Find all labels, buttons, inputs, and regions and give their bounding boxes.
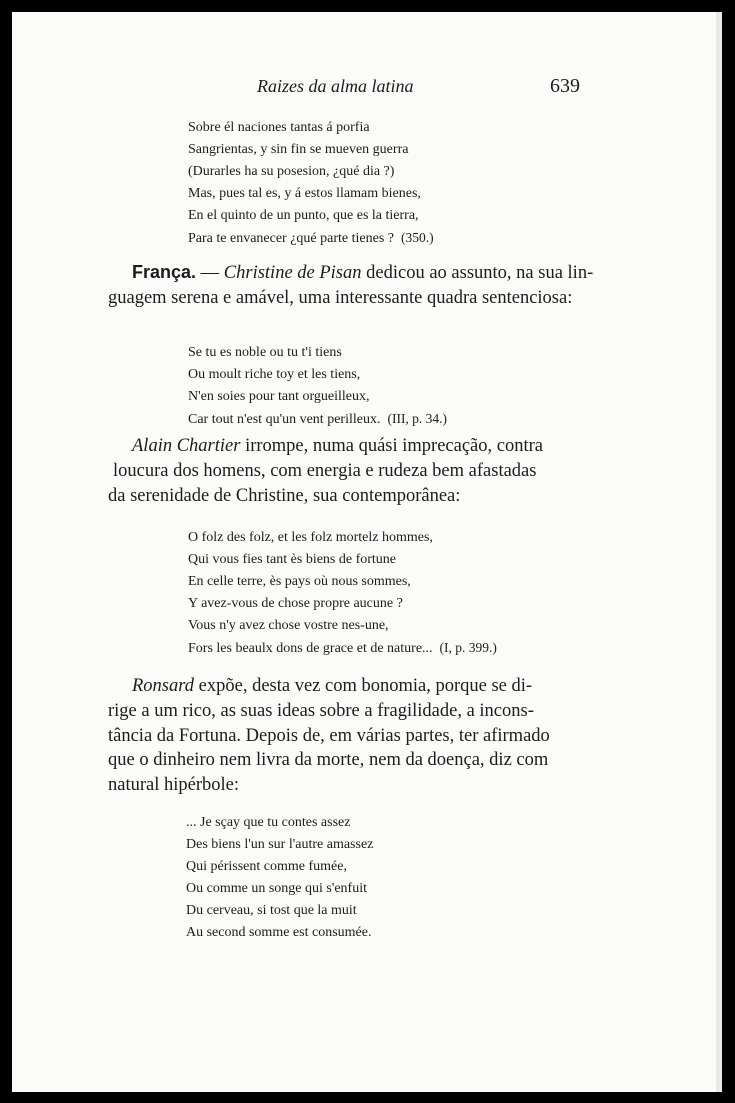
verse-line: Sobre él naciones tantas á porfia	[188, 120, 370, 135]
verse-line-text: Para te envanecer ¿qué parte tienes ?	[188, 231, 394, 246]
paragraph-text: loucura dos homens, com energia e rudeza bem afastadas	[113, 460, 537, 481]
verse-line: Vous n'y avez chose vostre nes-une,	[188, 618, 389, 633]
paragraph-franca	[108, 260, 594, 311]
verse-stanza-spanish	[188, 117, 434, 250]
book-page	[12, 12, 722, 1092]
paragraph-chartier	[108, 434, 590, 508]
verse-line: Y avez-vous de chose propre aucune ?	[188, 596, 403, 611]
citation: (350.)	[401, 230, 434, 245]
section-heading: França.	[132, 262, 197, 282]
verse-line-text: Fors les beaulx dons de grace et de nature...	[188, 641, 433, 656]
page-number: 639	[550, 75, 580, 97]
verse-line	[188, 408, 447, 431]
paragraph-text: irrompe, numa quási imprecação, contra	[240, 436, 543, 456]
verse-line: Qui vous fies tant ès biens de fortune	[188, 552, 397, 567]
dash: —	[196, 263, 224, 283]
verse-line: Qui périssent comme fumée,	[186, 859, 347, 874]
verse-stanza-pisan	[188, 342, 447, 431]
paragraph-text: da serenidade de Christine, sua contemporânea:	[108, 485, 461, 506]
verse-stanza-chartier	[188, 527, 497, 660]
citation: (III, p. 34.)	[387, 411, 448, 426]
verse-line-text: Car tout n'est qu'un vent perilleux.	[188, 412, 381, 427]
verse-line: Du cerveau, si tost que la muit	[186, 903, 357, 918]
verse-line	[188, 227, 434, 250]
verse-line: En el quinto de un punto, que es la tierra,	[188, 208, 419, 223]
verse-line: O folz des folz, et les folz mortelz hommes,	[188, 530, 433, 545]
paragraph-text: dedicou ao assunto, na sua lin-	[361, 263, 594, 283]
paragraph-text: tância da Fortuna. Depois de, em várias partes, ter afirmado	[108, 725, 550, 746]
citation: (I, p. 399.)	[439, 640, 497, 655]
paragraph-text: natural hipérbole:	[108, 775, 239, 796]
author-name: Ronsard	[132, 676, 195, 696]
paragraph-text: expõe, desta vez com bonomia, porque se di-	[194, 676, 533, 696]
author-name: Christine de Pisan	[223, 263, 362, 283]
page-edge-shadow	[716, 12, 722, 1092]
verse-line: Ou comme un songe qui s'enfuit	[186, 881, 367, 896]
verse-line: Des biens l'un sur l'autre amassez	[186, 837, 374, 852]
verse-line: N'en soies pour tant orgueilleux,	[188, 389, 370, 404]
verse-line	[188, 637, 497, 660]
paragraph-text: guagem serena e amável, uma interessante quadra sentenciosa:	[108, 287, 573, 308]
verse-line: Mas, pues tal es, y á estos llamam bienes,	[188, 186, 421, 201]
verse-line: Ou moult riche toy et les tiens,	[188, 367, 361, 382]
running-title: Raizes da alma latina	[257, 76, 414, 96]
verse-line: Se tu es noble ou tu t'i tiens	[188, 345, 342, 360]
author-name: Alain Chartier	[132, 436, 241, 456]
verse-line: ... Je sçay que tu contes assez	[186, 815, 351, 830]
paragraph-ronsard	[108, 674, 590, 798]
verse-line: Au second somme est consumée.	[186, 925, 372, 940]
paragraph-text: rige a um rico, as suas ideas sobre a fragilidade, a incons-	[108, 700, 534, 721]
verse-line: Sangrientas, y sin fin se mueven guerra	[188, 142, 409, 157]
verse-line: (Durarles ha su posesion, ¿qué dia ?)	[188, 164, 395, 179]
verse-stanza-ronsard	[186, 812, 373, 944]
verse-line: En celle terre, ès pays où nous sommes,	[188, 574, 411, 589]
paragraph-text: que o dinheiro nem livra da morte, nem da doença, diz com	[108, 750, 549, 771]
